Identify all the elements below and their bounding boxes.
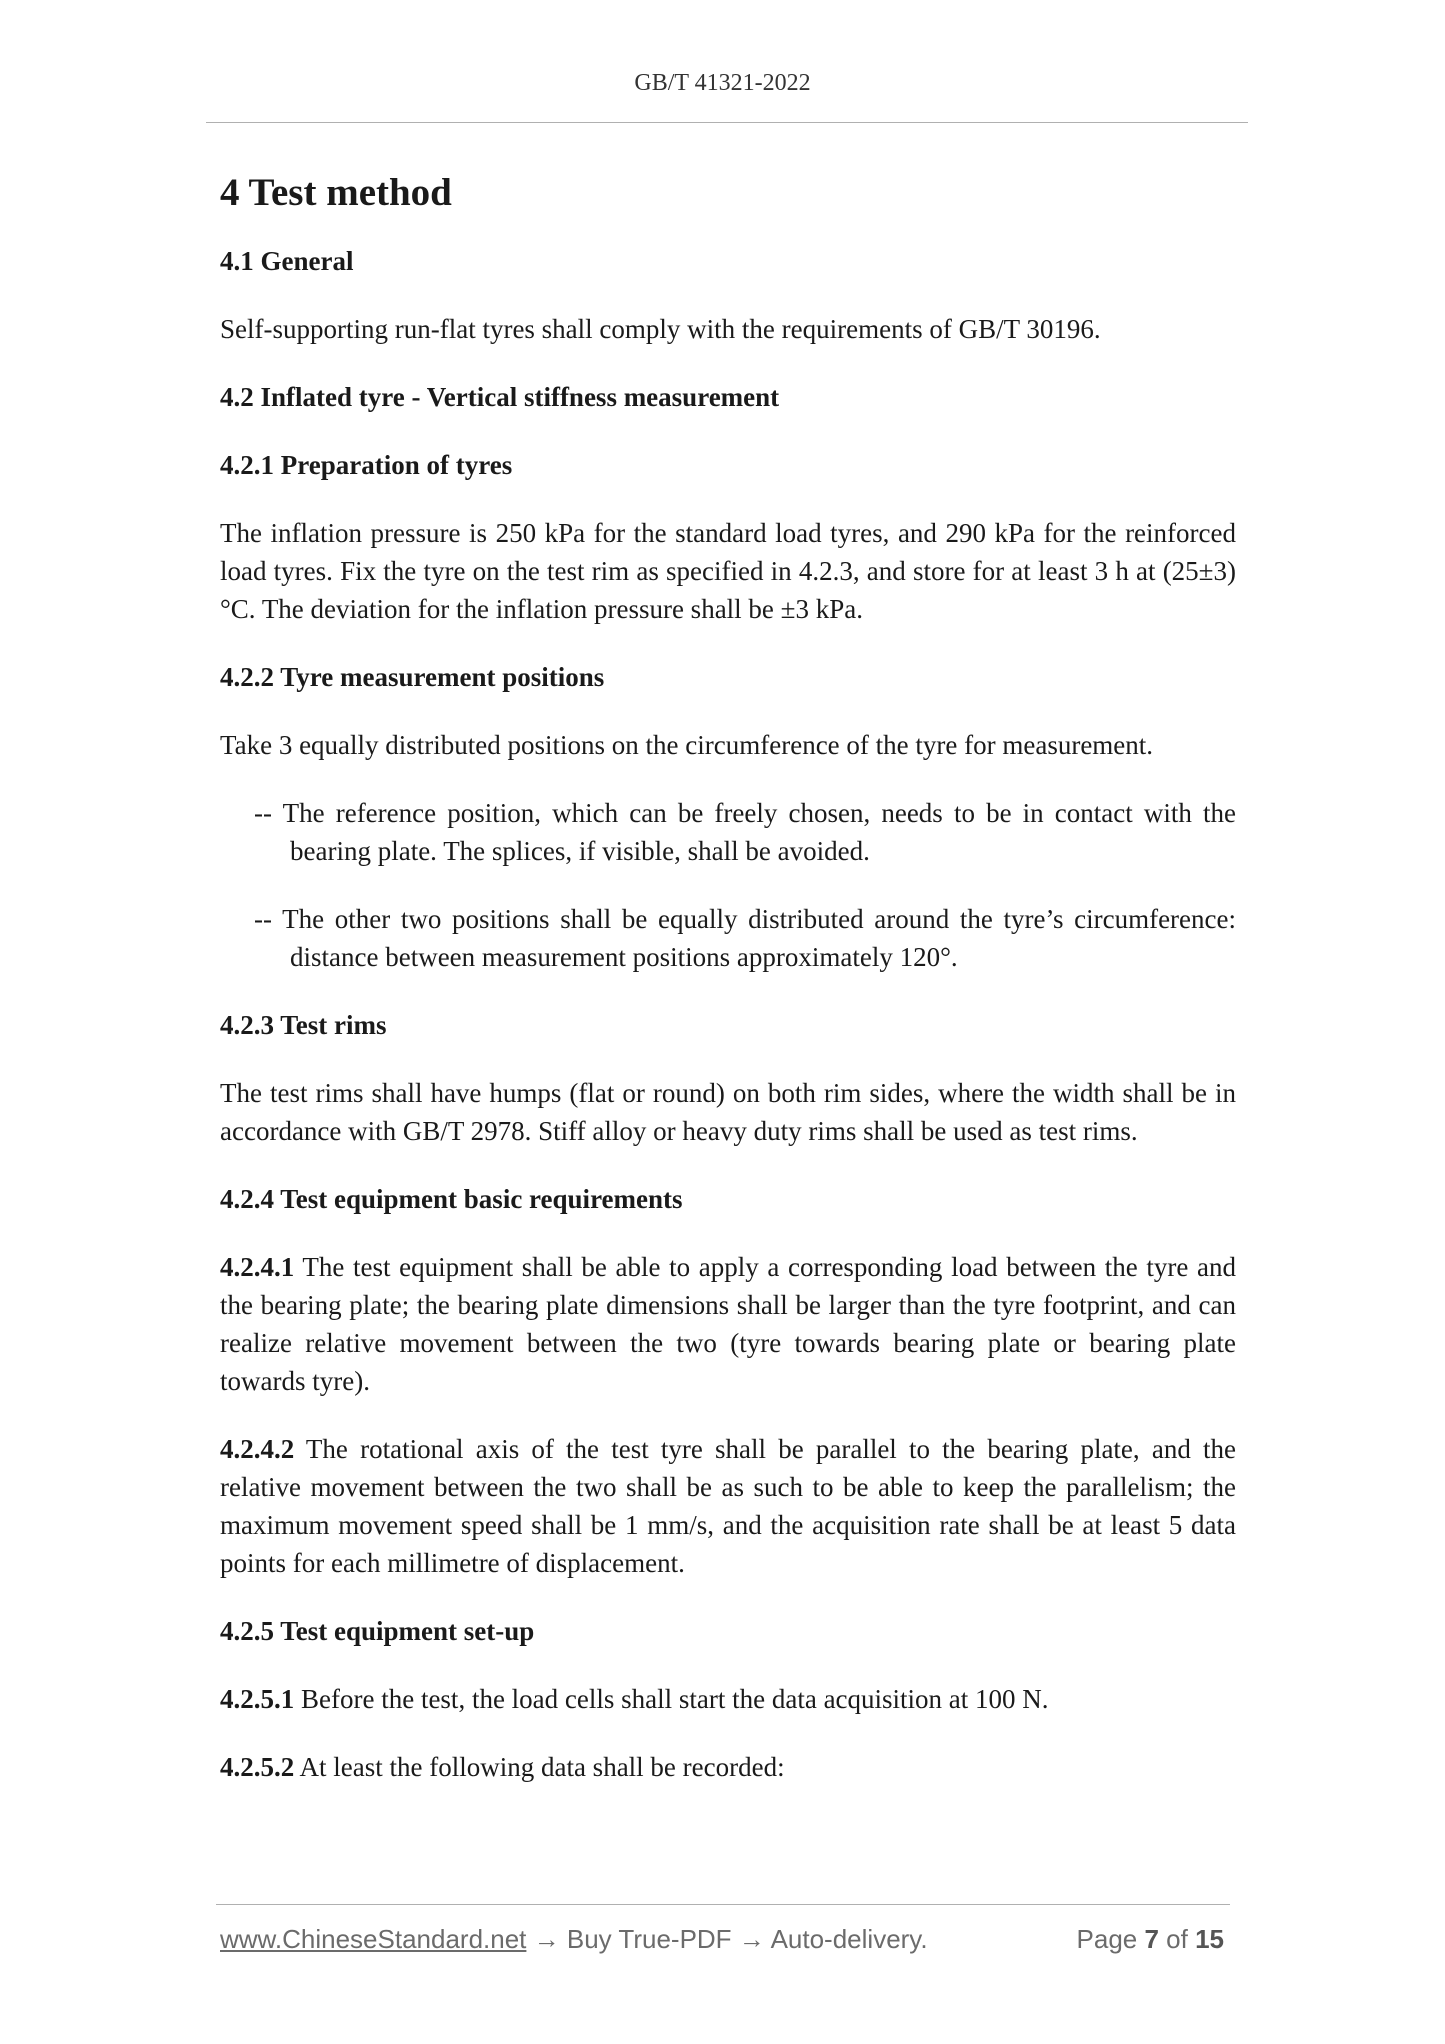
paragraph-4-2-5-1 <box>220 1680 1236 1718</box>
page-current: 7 <box>1144 1924 1159 1954</box>
heading-4-2-2: 4.2.2 Tyre measurement positions <box>220 662 605 692</box>
section-title: 4 Test method <box>220 171 452 214</box>
document-id: GB/T 41321-2022 <box>634 70 811 96</box>
heading-4-2-3: 4.2.3 Test rims <box>220 1010 387 1040</box>
clause-text: At least the following data shall be recorded: <box>294 1752 785 1782</box>
page-indicator <box>1077 1924 1224 1955</box>
website-link[interactable]: www.ChineseStandard.net <box>220 1924 527 1954</box>
heading-4-2-1: 4.2.1 Preparation of tyres <box>220 450 513 480</box>
footer-divider <box>216 1904 1230 1905</box>
footer-tagline: → Buy True-PDF → Auto-delivery. <box>526 1924 928 1954</box>
header-divider <box>206 122 1248 123</box>
clause-text: Before the test, the load cells shall start the data acquisition at 100 N. <box>294 1684 1049 1714</box>
clause-text: The rotational axis of the test tyre shall be parallel to the bearing plate, and the relative movement between the two shall be as such to be able to keep the parallelism; the maximum movement speed shall be 1 mm/s, and the acquisition rate shall be at least 5 data points for each millimetre of displacement. <box>220 1434 1236 1578</box>
heading-4-2-4: 4.2.4 Test equipment basic requirements <box>220 1184 683 1214</box>
clause-number: 4.2.5.2 <box>220 1752 295 1782</box>
paragraph-4-1: Self-supporting run-flat tyres shall comply with the requirements of GB/T 30196. <box>220 314 1101 344</box>
page-word: Page <box>1076 1924 1145 1954</box>
clause-number: 4.2.5.1 <box>220 1684 295 1714</box>
heading-4-2: 4.2 Inflated tyre - Vertical stiffness measurement <box>220 382 780 412</box>
paragraph-4-2-2: Take 3 equally distributed positions on the circumference of the tyre for measurement. <box>220 730 1154 760</box>
page-total: 15 <box>1195 1924 1224 1954</box>
paragraph-4-2-1: The inflation pressure is 250 kPa for the standard load tyres, and 290 kPa for the reinforced load tyres. Fix the tyre on the test rim as specified in 4.2.3, and store for at least 3 h at (25±3) °C. The deviation for the inflation pressure shall be ±3 kPa. <box>220 518 1236 624</box>
paragraph-4-2-4-1 <box>220 1248 1236 1400</box>
footer-promo <box>220 1924 928 1955</box>
page-footer <box>220 1924 1224 1958</box>
bullet-item: -- The reference position, which can be freely chosen, needs to be in contact with the bearing plate. The splices, if visible, shall be avoided. <box>254 798 1236 866</box>
clause-text: The test equipment shall be able to apply a corresponding load between the tyre and the bearing plate; the bearing plate dimensions shall be larger than the tyre footprint, and can realize relative movement between the two (tyre towards bearing plate or bearing plate towards tyre). <box>220 1252 1236 1396</box>
heading-4-1: 4.1 General <box>220 246 354 276</box>
clause-number: 4.2.4.2 <box>220 1434 295 1464</box>
document-body <box>220 168 1236 1816</box>
bullet-item: -- The other two positions shall be equally distributed around the tyre’s circumference: distance between measurement positions approximately 120°. <box>254 904 1236 972</box>
document-header <box>0 70 1445 97</box>
paragraph-4-2-4-2 <box>220 1430 1236 1582</box>
page-of: of <box>1158 1924 1196 1954</box>
paragraph-4-2-3: The test rims shall have humps (flat or round) on both rim sides, where the width shall be in accordance with GB/T 2978. Stiff alloy or heavy duty rims shall be used as test rims. <box>220 1078 1236 1146</box>
heading-4-2-5: 4.2.5 Test equipment set-up <box>220 1616 535 1646</box>
clause-number: 4.2.4.1 <box>220 1252 295 1282</box>
paragraph-4-2-5-2 <box>220 1748 1236 1786</box>
